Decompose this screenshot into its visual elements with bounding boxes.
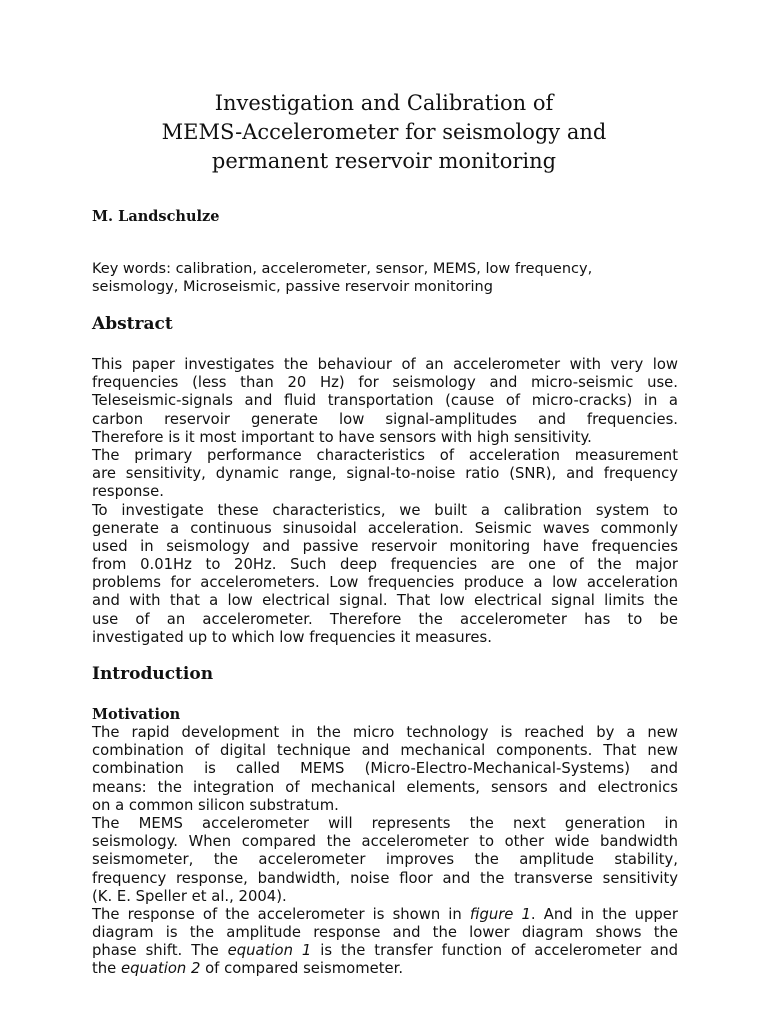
- introduction-heading: Introduction: [92, 664, 214, 684]
- text-line: [92, 942, 678, 960]
- text-line: generate a continuous sinusoidal acceleration. Seismic waves commonly: [92, 519, 678, 537]
- text-line: The MEMS accelerometer will represents the next generation in: [92, 814, 678, 832]
- keywords-line: Key words: calibration, accelerometer, sensor, MEMS, low frequency,: [92, 261, 593, 277]
- text-line: Therefore is it most important to have sensors with high sensitivity.: [92, 428, 592, 446]
- title-line: permanent reservoir monitoring: [211, 149, 557, 173]
- text-line: To investigate these characteristics, we built a calibration system to: [92, 501, 678, 519]
- text-line: frequencies (less than 20 Hz) for seismology and micro-seismic use.: [92, 374, 678, 392]
- text-line: and with that a low electrical signal. That low electrical signal limits the: [92, 592, 678, 610]
- text-line: combination of digital technique and mechanical components. That new: [92, 742, 678, 760]
- motivation-subheading: Motivation: [92, 706, 181, 723]
- author-name: M. Landschulze: [92, 208, 220, 225]
- text-line: diagram is the amplitude response and the lower diagram shows the: [92, 924, 678, 942]
- text-run: . And in the upper: [530, 905, 678, 923]
- text-run: of compared seismometer.: [200, 960, 404, 978]
- abstract-heading: Abstract: [92, 314, 173, 334]
- text-line: problems for accelerometers. Low frequencies produce a low acceleration: [92, 574, 678, 592]
- text-line: means: the integration of mechanical elements, sensors and electronics: [92, 778, 678, 796]
- text-line: investigated up to which low frequencies it measures.: [92, 628, 492, 646]
- text-line: from 0.01Hz to 20Hz. Such deep frequencies are one of the major: [92, 556, 678, 574]
- text-line: This paper investigates the behaviour of an accelerometer with very low: [92, 356, 678, 373]
- title-line: Investigation and Calibration of: [214, 91, 554, 115]
- text-line: [92, 906, 678, 924]
- text-run: phase shift. The: [92, 942, 228, 960]
- keywords: [92, 260, 678, 296]
- text-line: on a common silicon substratum.: [92, 796, 339, 814]
- text-run: is the transfer function of accelerometer and: [311, 942, 679, 960]
- text-line: combination is called MEMS (Micro-Electro-Mechanical-Systems) and: [92, 760, 678, 778]
- text-line: Teleseismic-signals and fluid transportation (cause of micro-cracks) in a: [92, 392, 678, 410]
- text-line: [92, 960, 678, 978]
- figure-reference: figure 1: [469, 905, 531, 923]
- text-run: The response of the accelerometer is shown in: [92, 905, 470, 923]
- keywords-line: seismology, Microseismic, passive reservoir monitoring: [92, 279, 493, 295]
- text-line: seismology. When compared the accelerometer to other wide bandwidth: [92, 833, 678, 851]
- abstract-body: [92, 356, 678, 647]
- text-line: are sensitivity, dynamic range, signal-to-noise ratio (SNR), and frequency: [92, 465, 678, 483]
- text-line: seismometer, the accelerometer improves the amplitude stability,: [92, 851, 678, 869]
- introduction-body: [92, 724, 678, 979]
- text-line: The rapid development in the micro technology is reached by a new: [92, 724, 678, 741]
- equation-reference: equation 1: [227, 942, 312, 960]
- paper-title: [90, 89, 678, 176]
- text-line: used in seismology and passive reservoir monitoring have frequencies: [92, 537, 678, 555]
- title-line: MEMS-Accelerometer for seismology and: [161, 120, 607, 144]
- text-run: the: [92, 960, 121, 978]
- text-line: carbon reservoir generate low signal-amplitudes and frequencies.: [92, 410, 678, 428]
- text-line: The primary performance characteristics of acceleration measurement: [92, 446, 678, 464]
- text-line: frequency response, bandwidth, noise floor and the transverse sensitivity: [92, 869, 678, 887]
- equation-reference: equation 2: [121, 960, 201, 978]
- text-line: response.: [92, 483, 164, 501]
- text-line: (K. E. Speller et al., 2004).: [92, 887, 287, 905]
- text-line: use of an accelerometer. Therefore the accelerometer has to be: [92, 610, 678, 628]
